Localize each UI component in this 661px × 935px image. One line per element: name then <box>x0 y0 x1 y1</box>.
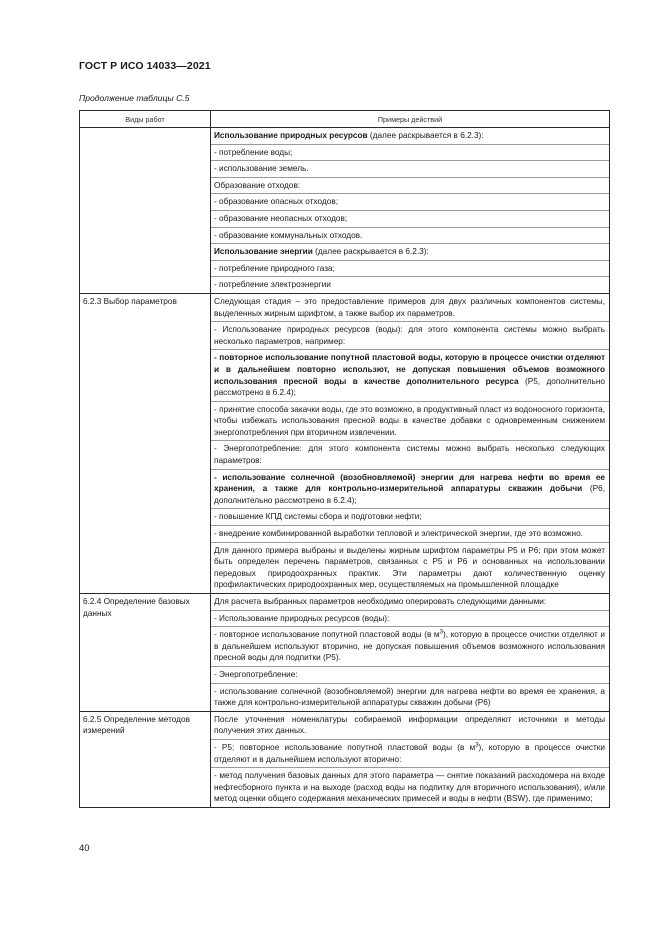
action-item <box>211 322 609 350</box>
actions-table <box>79 110 610 808</box>
text-segment: - Энергопотребление: для этого компонента системы можно выбрать несколько следующих параметров: <box>214 444 605 466</box>
action-item <box>211 712 609 740</box>
action-examples-cell <box>211 594 610 712</box>
text-segment: - принятие способа закачки воды, где это возможно, в продуктивный пласт из водоносного горизонта, чтобы избежать использования пресной воды в качестве добавки с одновременным снижением энергопотребления при вторичном извлечении. <box>214 404 605 437</box>
action-item <box>211 594 609 611</box>
text-segment: - образование коммунальных отходов. <box>214 230 363 240</box>
action-item <box>211 684 609 711</box>
action-item <box>211 261 609 278</box>
text-segment: Для расчета выбранных параметров необходимо оперировать следующими данными: <box>214 597 547 606</box>
work-type-cell: 6.2.4 Определение базовых данных <box>80 594 211 712</box>
text-segment: - потребление воды; <box>214 147 293 157</box>
action-item <box>211 128 609 145</box>
text-segment: - метод получения базовых данных для этого параметра — снятие показаний расходомера на входе нефтесборного пункта и на выходе (расход воды на подпитку для вторичного использования), и/или метод оценки общего содержания механических примесей и воды в нефти (BSW), где применимо; <box>214 771 605 804</box>
work-type-cell: 6.2.5 Определение методов измерений <box>80 711 211 807</box>
action-item <box>211 402 609 442</box>
work-type-cell: 6.2.3 Выбор параметров <box>80 293 211 593</box>
superscript-text: 3 <box>439 629 443 636</box>
text-segment: (P5, дополнительно рассмотрено в 6.2.4); <box>214 376 605 398</box>
text-segment: ), которую в процессе очистки отделяют и в дальнейшем используют вторично: <box>214 742 605 764</box>
text-segment: - потребление электроэнергии <box>214 280 331 290</box>
bold-text: Использование природных ресурсов <box>214 131 368 140</box>
action-item <box>211 441 609 469</box>
text-segment: - образование опасных отходов; <box>214 197 339 207</box>
action-item <box>211 470 609 510</box>
table-row <box>80 711 610 807</box>
text-segment: - использование земель. <box>214 164 309 174</box>
action-item <box>211 178 609 195</box>
column-header-action-examples: Примеры действий <box>211 111 610 128</box>
action-item <box>211 768 609 807</box>
action-examples-cell <box>211 711 610 807</box>
text-segment: - повышение КПД системы сбора и подготовки нефти; <box>214 512 422 522</box>
text-segment: (далее раскрывается в 6.2.3): <box>367 131 484 140</box>
action-item <box>211 211 609 228</box>
text-segment: - Использование природных ресурсов (воды): <box>214 613 390 623</box>
document-header: ГОСТ Р ИСО 14033—2021 <box>79 60 211 72</box>
text-segment: - P5: повторное использование попутной пластовой воды (в м <box>214 742 476 752</box>
text-segment: ), которую в процессе очистки отделяют и в дальнейшем используют вторично, не допуская повышения объемов возможного использования пресной воды для подпитки (P5). <box>214 630 606 663</box>
action-item <box>211 509 609 526</box>
action-item <box>211 194 609 211</box>
page-number: 40 <box>79 843 90 854</box>
column-header-work-types: Виды работ <box>80 111 211 128</box>
action-item <box>211 627 609 667</box>
text-segment: (далее раскрывается в 6.2.3): <box>312 247 429 257</box>
action-item <box>211 244 609 261</box>
text-segment: После уточнения номенклатуры собираемой информации определяют источники и методы получения этих данных. <box>214 714 605 736</box>
action-item <box>211 228 609 245</box>
text-segment: (P6, дополнительно рассмотрено в 6.2.4); <box>214 484 605 505</box>
text-segment: - образование неопасных отходов; <box>214 213 348 223</box>
bold-text: - использование солнечной (возобновляемой) энергии для нагрева нефти во время ее хранения, а также для контрольно-измерительной аппаратуры скважин добычи <box>214 472 605 494</box>
table-row <box>80 128 610 294</box>
action-item <box>211 161 609 178</box>
action-item <box>211 145 609 162</box>
superscript-text: 3 <box>475 742 479 749</box>
text-segment: - потребление природного газа; <box>214 263 335 273</box>
text-segment: - Энергопотребление: <box>214 669 298 679</box>
action-item <box>211 667 609 684</box>
action-examples-cell <box>211 293 610 593</box>
action-item <box>211 277 609 293</box>
text-segment: - Использование природных ресурсов (воды): для этого компонента системы можно выбрать несколько параметров, например: <box>214 325 605 346</box>
bold-text: - повторное использование попутной пластовой воды, которую в процессе очистки отделяют и в дальнейшем повторно использют, не допуская повышения объемов возможного использования пресной воды в качестве дополнительного ресурса <box>214 353 605 386</box>
action-item <box>211 611 609 628</box>
work-type-cell <box>80 128 211 294</box>
text-segment: Для данного примера выбраны и выделены жирным шрифтом параметры P5 и P6; при этом может быть определен перечень параметров, связанных с P5 и P6 и основанных на использовании передовых природоохранных практик. Эти параметры дают количественную оценку профилактических природоохранных мер, осуществляемых на промышленной площадке <box>214 545 605 590</box>
text-segment: Следующая стадия – это предоставление примеров для двух различных компонентов системы, выделенных жирным шрифтом, а также выбор их параметров. <box>214 296 605 318</box>
action-item <box>211 350 609 401</box>
action-item <box>211 543 609 593</box>
text-segment: Образование отходов: <box>214 180 301 190</box>
table-header-row <box>80 111 610 128</box>
table-row <box>80 594 610 712</box>
text-segment: - повторное использование попутной пластовой воды (в м <box>214 630 440 640</box>
action-examples-cell <box>211 128 610 294</box>
action-item <box>211 294 609 322</box>
bold-text: Использование энергии <box>214 247 313 257</box>
table-caption: Продолжение таблицы С.5 <box>79 93 190 103</box>
action-item <box>211 526 609 543</box>
action-item <box>211 740 609 768</box>
table-row <box>80 293 610 593</box>
text-segment: - использование солнечной (возобновляемой) энергии для нагрева нефти во время ее хранения, а также для контрольно-измерительной аппаратуры скважин добычи (P6) <box>214 686 605 708</box>
text-segment: - внедрение комбинированной выработки тепловой и электрической энергии, где это возможно. <box>214 529 583 539</box>
